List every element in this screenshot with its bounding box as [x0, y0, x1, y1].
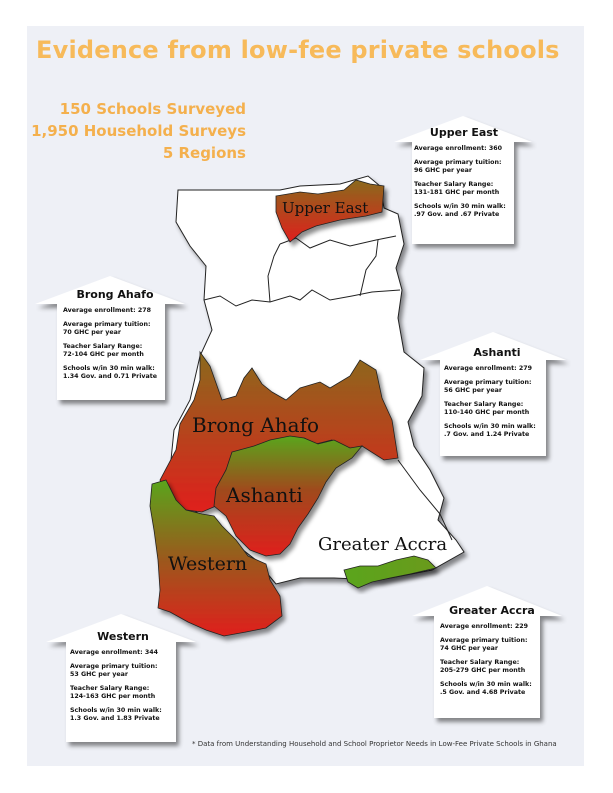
tuition-label: Average primary tuition: [414, 158, 502, 166]
info-box-brong-ahafo [35, 276, 185, 400]
info-box-upper-east [394, 116, 532, 244]
salary-label: Teacher Salary Range: [440, 658, 520, 666]
salary-value: 131-181 GHC per month [414, 189, 500, 196]
info-box-ashanti [420, 332, 566, 456]
tuition-label: Average primary tuition: [70, 662, 158, 670]
tuition-value: 74 GHC per year [440, 645, 499, 652]
enrollment: Average enrollment: 278 [63, 307, 152, 314]
tuition-label: Average primary tuition: [440, 636, 528, 644]
map-label-brong-ahafo: Brong Ahafo [192, 413, 320, 437]
walk-label: Schools w/in 30 min walk: [70, 706, 162, 714]
region-name: Western [97, 630, 149, 643]
map-label-upper-east: Upper East [282, 199, 369, 217]
enrollment: Average enrollment: 229 [440, 623, 529, 630]
stat-regions: 5 Regions [162, 144, 246, 162]
region-name: Greater Accra [449, 604, 535, 617]
stat-schools: 150 Schools Surveyed [59, 100, 246, 118]
tuition-label: Average primary tuition: [63, 320, 151, 328]
salary-label: Teacher Salary Range: [444, 400, 524, 408]
map-label-western: Western [168, 553, 248, 575]
tuition-value: 56 GHC per year [444, 387, 503, 394]
enrollment: Average enrollment: 279 [444, 365, 533, 372]
walk-value: .5 Gov. and 4.68 Private [440, 689, 526, 696]
salary-value: 205-279 GHC per month [440, 667, 526, 674]
salary-value: 110-140 GHC per month [444, 409, 530, 416]
walk-label: Schools w/in 30 min walk: [440, 680, 532, 688]
region-name: Ashanti [473, 346, 521, 359]
info-box-greater-accra [412, 586, 562, 718]
walk-value: .7 Gov. and 1.24 Private [444, 431, 530, 438]
map-label-greater-accra: Greater Accra [318, 534, 448, 555]
salary-label: Teacher Salary Range: [414, 180, 494, 188]
stat-households: 1,950 Household Surveys [31, 122, 246, 140]
walk-value: 1.34 Gov. and 0.71 Private [63, 373, 158, 380]
walk-label: Schools w/in 30 min walk: [63, 364, 155, 372]
tuition-value: 70 GHC per year [63, 329, 122, 336]
tuition-label: Average primary tuition: [444, 378, 532, 386]
enrollment: Average enrollment: 360 [414, 145, 503, 152]
walk-value: 1.3 Gov. and 1.83 Private [70, 715, 160, 722]
footnote: * Data from Understanding Household and School Proprietor Needs in Low-Fee Private Schools in Ghana [192, 740, 557, 748]
salary-value: 124-163 GHC per month [70, 693, 156, 700]
tuition-value: 96 GHC per year [414, 167, 473, 174]
salary-label: Teacher Salary Range: [63, 342, 143, 350]
region-name: Upper East [429, 126, 499, 139]
salary-label: Teacher Salary Range: [70, 684, 150, 692]
walk-value: .97 Gov. and .67 Private [414, 211, 500, 218]
info-box-western [46, 614, 196, 742]
enrollment: Average enrollment: 344 [70, 649, 159, 656]
walk-label: Schools w/in 30 min walk: [414, 202, 506, 210]
salary-value: 72-104 GHC per month [63, 351, 144, 358]
tuition-value: 53 GHC per year [70, 671, 129, 678]
walk-label: Schools w/in 30 min walk: [444, 422, 536, 430]
region-name: Brong Ahafo [76, 288, 154, 301]
page-title: Evidence from low-fee private schools [36, 36, 560, 64]
map-label-ashanti: Ashanti [226, 483, 303, 507]
